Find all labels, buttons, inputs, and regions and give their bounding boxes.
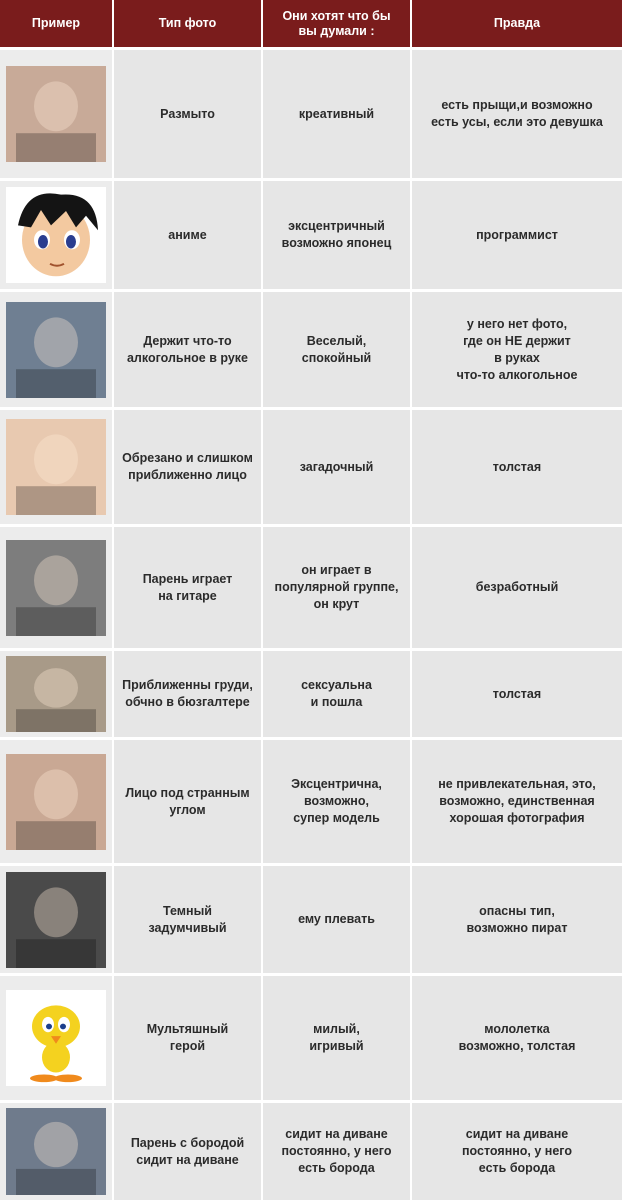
example-photo-cell	[0, 651, 112, 737]
cartoon-bird-picture	[6, 990, 106, 1086]
truth-cell: сидит на диване постоянно, у него есть борода	[412, 1103, 622, 1200]
they-want-cell: креативный	[263, 50, 410, 178]
they-want-cell: эксцентричный возможно японец	[263, 181, 410, 289]
example-photo-cell	[0, 181, 112, 289]
face-strange-angle-photo	[6, 754, 106, 850]
truth-cell: не привлекательная, это, возможно, единственная хорошая фотография	[412, 740, 622, 863]
example-photo-cell	[0, 740, 112, 863]
photo-type-cell: Парень с бородой сидит на диване	[114, 1103, 261, 1200]
photo-type-cell: Темный задумчивый	[114, 866, 261, 973]
they-want-cell: ему плевать	[263, 866, 410, 973]
photo-type-cell: Мультяшный герой	[114, 976, 261, 1100]
example-photo-cell	[0, 292, 112, 407]
they-want-cell: сексуальна и пошла	[263, 651, 410, 737]
example-photo-cell	[0, 410, 112, 524]
example-photo-cell	[0, 50, 112, 178]
example-photo-cell	[0, 527, 112, 648]
header-photo-type: Тип фото	[114, 0, 261, 47]
chest-closeup-photo	[6, 656, 106, 732]
truth-cell: есть прыщи,и возможно есть усы, если это девушка	[412, 50, 622, 178]
blurred-face-photo	[6, 66, 106, 162]
they-want-cell: милый, игривый	[263, 976, 410, 1100]
example-photo-cell	[0, 1103, 112, 1200]
header-they-want: Они хотят что бы вы думали :	[263, 0, 410, 47]
truth-cell: толстая	[412, 651, 622, 737]
bearded-guy-on-sofa-photo	[6, 1108, 106, 1195]
they-want-cell: загадочный	[263, 410, 410, 524]
photo-type-cell: аниме	[114, 181, 261, 289]
truth-cell: мололетка возможно, толстая	[412, 976, 622, 1100]
truth-cell: у него нет фото, где он НЕ держит в руках что-то алкогольное	[412, 292, 622, 407]
they-want-cell: сидит на диване постоянно, у него есть борода	[263, 1103, 410, 1200]
guy-with-guitar-photo	[6, 540, 106, 636]
truth-cell: программист	[412, 181, 622, 289]
truth-cell: опасны тип, возможно пират	[412, 866, 622, 973]
header-truth: Правда	[412, 0, 622, 47]
they-want-cell: Эксцентрична, возможно, супер модель	[263, 740, 410, 863]
photo-type-cell: Парень играет на гитаре	[114, 527, 261, 648]
they-want-cell: он играет в популярной группе, он крут	[263, 527, 410, 648]
example-photo-cell	[0, 866, 112, 973]
man-with-bottle-photo	[6, 302, 106, 398]
dark-thoughtful-man-photo	[6, 872, 106, 968]
photo-type-cell: Обрезано и слишком приближенно лицо	[114, 410, 261, 524]
truth-cell: безработный	[412, 527, 622, 648]
photo-type-cell: Размыто	[114, 50, 261, 178]
example-photo-cell	[0, 976, 112, 1100]
header-example: Пример	[0, 0, 112, 47]
anime-character-portrait	[6, 187, 106, 283]
photo-type-cell: Лицо под странным углом	[114, 740, 261, 863]
photo-type-cell: Держит что-то алкогольное в руке	[114, 292, 261, 407]
cropped-face-closeup-photo	[6, 419, 106, 515]
truth-cell: толстая	[412, 410, 622, 524]
they-want-cell: Веселый, спокойный	[263, 292, 410, 407]
photo-type-cell: Приближенны груди, обчно в бюзгалтере	[114, 651, 261, 737]
